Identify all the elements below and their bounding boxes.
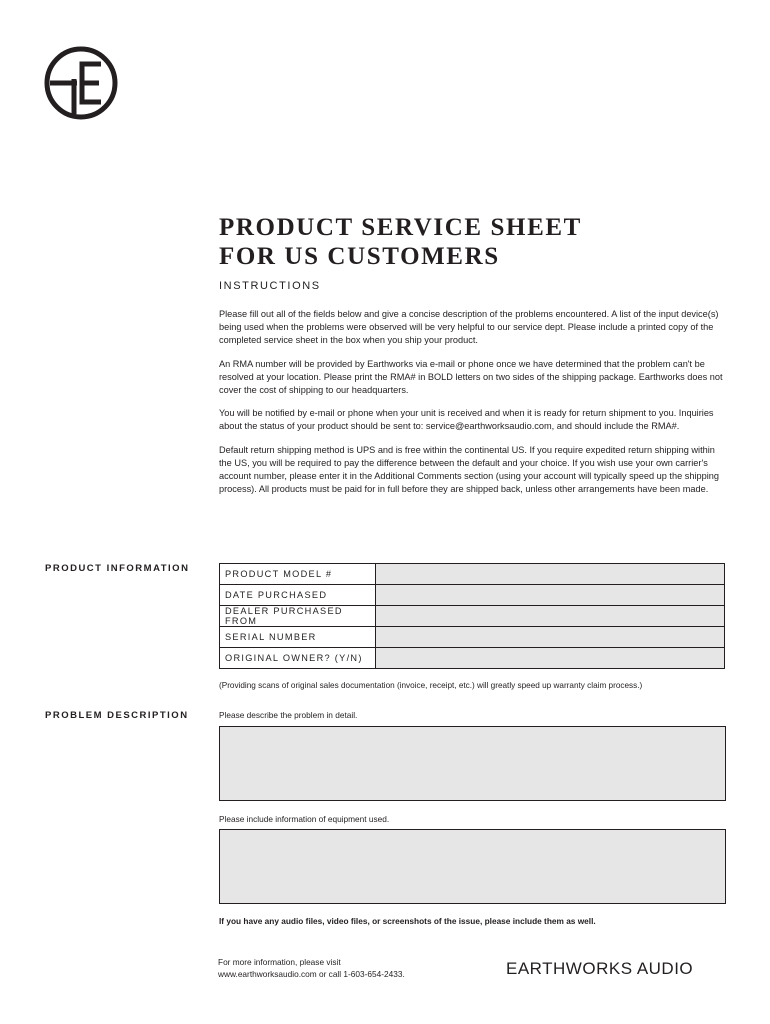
contact-information xyxy=(218,957,405,980)
field-label-date-purchased: DATE PURCHASED xyxy=(220,585,376,606)
earthworks-logo-icon xyxy=(44,44,118,122)
sales-documentation-note: (Providing scans of original sales documentation (invoice, receipt, etc.) will greatly speed up warranty claim process.) xyxy=(219,681,643,690)
dealer-purchased-from-field[interactable] xyxy=(376,606,725,627)
serial-number-field[interactable] xyxy=(376,627,725,648)
media-files-note: If you have any audio files, video files, or screenshots of the issue, please include them as well. xyxy=(219,916,596,926)
problem-description-label: PROBLEM DESCRIPTION xyxy=(45,710,189,721)
table-row xyxy=(220,585,725,606)
instructions-heading: INSTRUCTIONS xyxy=(219,280,321,292)
field-label-dealer-purchased-from: DEALER PURCHASED FROM xyxy=(220,606,376,627)
contact-line-1: For more information, please visit xyxy=(218,957,341,967)
table-row xyxy=(220,564,725,585)
title-line-2: FOR US CUSTOMERS xyxy=(219,243,500,270)
date-purchased-field[interactable] xyxy=(376,585,725,606)
equipment-used-field[interactable] xyxy=(219,829,726,904)
contact-line-2: www.earthworksaudio.com or call 1-603-654-2433. xyxy=(218,968,405,979)
original-owner-field[interactable] xyxy=(376,648,725,669)
brand-wordmark: EARTHWORKS AUDIO xyxy=(506,959,694,978)
equipment-used-prompt: Please include information of equipment used. xyxy=(219,814,390,824)
instructions-paragraph: You will be notified by e-mail or phone when your unit is received and when it is ready for return shipment to you. Inquiries about the status of your product should be sent to: service@earthworksaudio.com, and should include the RMA#. xyxy=(219,408,714,432)
table-row xyxy=(220,606,725,627)
instructions-paragraph: Default return shipping method is UPS and is free within the continental US. If you require expedited return shipping within the US, you will be required to pay the difference between the default and your choice. If you wish use your own carrier's account number, please enter it in the Additional Comments section (using your account will typically speed up the shipping process). All products must be paid for in full before they are shipped back, unless other arrangements have been made. xyxy=(219,444,719,495)
problem-detail-field[interactable] xyxy=(219,726,726,801)
field-label-original-owner: ORIGINAL OWNER? (Y/N) xyxy=(220,648,376,669)
table-row xyxy=(220,627,725,648)
instructions-paragraph: Please fill out all of the fields below and give a concise description of the problems encountered. A list of the input device(s) being used when the problems were observed will be very helpful to our service dept. Please include a printed copy of the completed service sheet in the box when you ship your product. xyxy=(219,309,719,346)
product-information-label: PRODUCT INFORMATION xyxy=(45,563,190,574)
problem-detail-prompt: Please describe the problem in detail. xyxy=(219,710,358,720)
product-information-table xyxy=(219,563,725,669)
instructions-body xyxy=(219,308,727,506)
instructions-paragraph: An RMA number will be provided by Earthworks via e-mail or phone once we have determined that the problem can't be resolved at your location. Please print the RMA# in BOLD letters on two sides of the shipping package. Earthworks does not cover the cost of shipping to our headquarters. xyxy=(219,358,723,396)
table-row xyxy=(220,648,725,669)
page-title xyxy=(219,213,582,271)
field-label-product-model: PRODUCT MODEL # xyxy=(220,564,376,585)
field-label-serial-number: SERIAL NUMBER xyxy=(220,627,376,648)
product-model-field[interactable] xyxy=(376,564,725,585)
title-line-1: PRODUCT SERVICE SHEET xyxy=(219,214,582,241)
